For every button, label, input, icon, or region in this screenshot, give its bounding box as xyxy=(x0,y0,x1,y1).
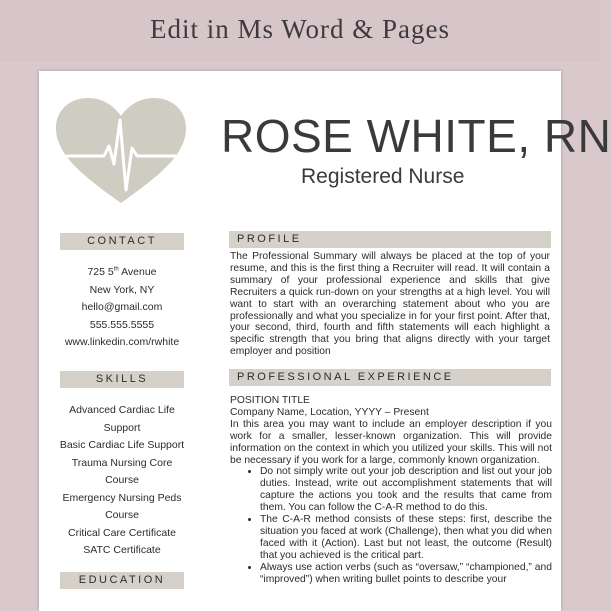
skill-line: Course xyxy=(105,474,139,486)
list-item: • Always use action verbs (such as “oversaw,” “championed,” and “improved”) when writing bullet points to describe your xyxy=(260,562,552,586)
list-item: • Do not simply write out your job description and list out your job duties. Instead, write out accomplishment statements that will capture the actions you took and the results that came from them. You can follow the C-A-R method to do this. xyxy=(260,466,552,514)
skill-line: Advanced Cardiac Life xyxy=(69,404,175,416)
contact-address: 725 5th Avenue xyxy=(87,266,157,278)
banner xyxy=(0,0,600,62)
contact-linkedin[interactable]: www.linkedin.com/rwhite xyxy=(64,336,180,348)
skill-line: SATC Certificate xyxy=(83,544,161,556)
heart-icon xyxy=(56,98,186,208)
contact-phone: 555.555.5555 xyxy=(89,318,155,331)
skill-line: Trauma Nursing Core xyxy=(71,456,173,469)
position-title: POSITION TITLE xyxy=(230,395,310,406)
banner-title: Edit in Ms Word & Pages xyxy=(149,14,451,44)
skill-line: Course xyxy=(105,509,139,521)
education-heading: EDUCATION xyxy=(60,572,184,589)
skills-heading: SKILLS xyxy=(60,371,184,388)
skill-line: Support xyxy=(103,421,141,434)
skill-line: Critical Care Certificate xyxy=(68,526,176,539)
company-line: Company Name, Location, YYYY – Present xyxy=(230,406,429,418)
resume-page xyxy=(39,71,611,611)
resume-name: ROSE WHITE, RN xyxy=(221,110,611,162)
contact-heading: CONTACT xyxy=(60,233,184,250)
profile-text: The Professional Summary will always be placed at the top of your resume, and this is the first thing a Recruiter will read. It will contain a summary of your professional experience and skills that give Recruiters a quick run-down on your strengths at a high level. You will want to start with an overarching statement about who you are professionally and what you specialize in for your first point. After that, your second, third, fourth and fifth statements will each highlight a specific strength that you bring that aligns directly with your target employer and position xyxy=(230,251,550,358)
employer-description: In this area you may want to include an employer description if you work for a smaller, lesser-known organization. This will provide information on the context in which you utilized your skills. This will not be necessary if you work for a large, commonly known organization. xyxy=(230,418,552,466)
resume-job-title: Registered Nurse xyxy=(301,165,465,188)
profile-heading: PROFILE xyxy=(229,231,551,248)
contact-section xyxy=(47,264,197,352)
skills-list xyxy=(47,402,197,560)
skill-line: Basic Cardiac Life Support xyxy=(59,439,185,451)
contact-email[interactable]: hello@gmail.com xyxy=(81,301,163,313)
experience-heading: PROFESSIONAL EXPERIENCE xyxy=(229,369,551,386)
experience-section xyxy=(230,395,552,586)
accomplishment-list xyxy=(230,466,552,585)
contact-city: New York, NY xyxy=(89,283,155,296)
skill-line: Emergency Nursing Peds xyxy=(62,491,182,504)
list-item: • The C-A-R method consists of these steps: first, describe the situation you faced at work (Challenge), then what you did when faced with it (Action). Last but not least, the outcome (Result) that you achieved is the critical part. xyxy=(260,514,552,562)
